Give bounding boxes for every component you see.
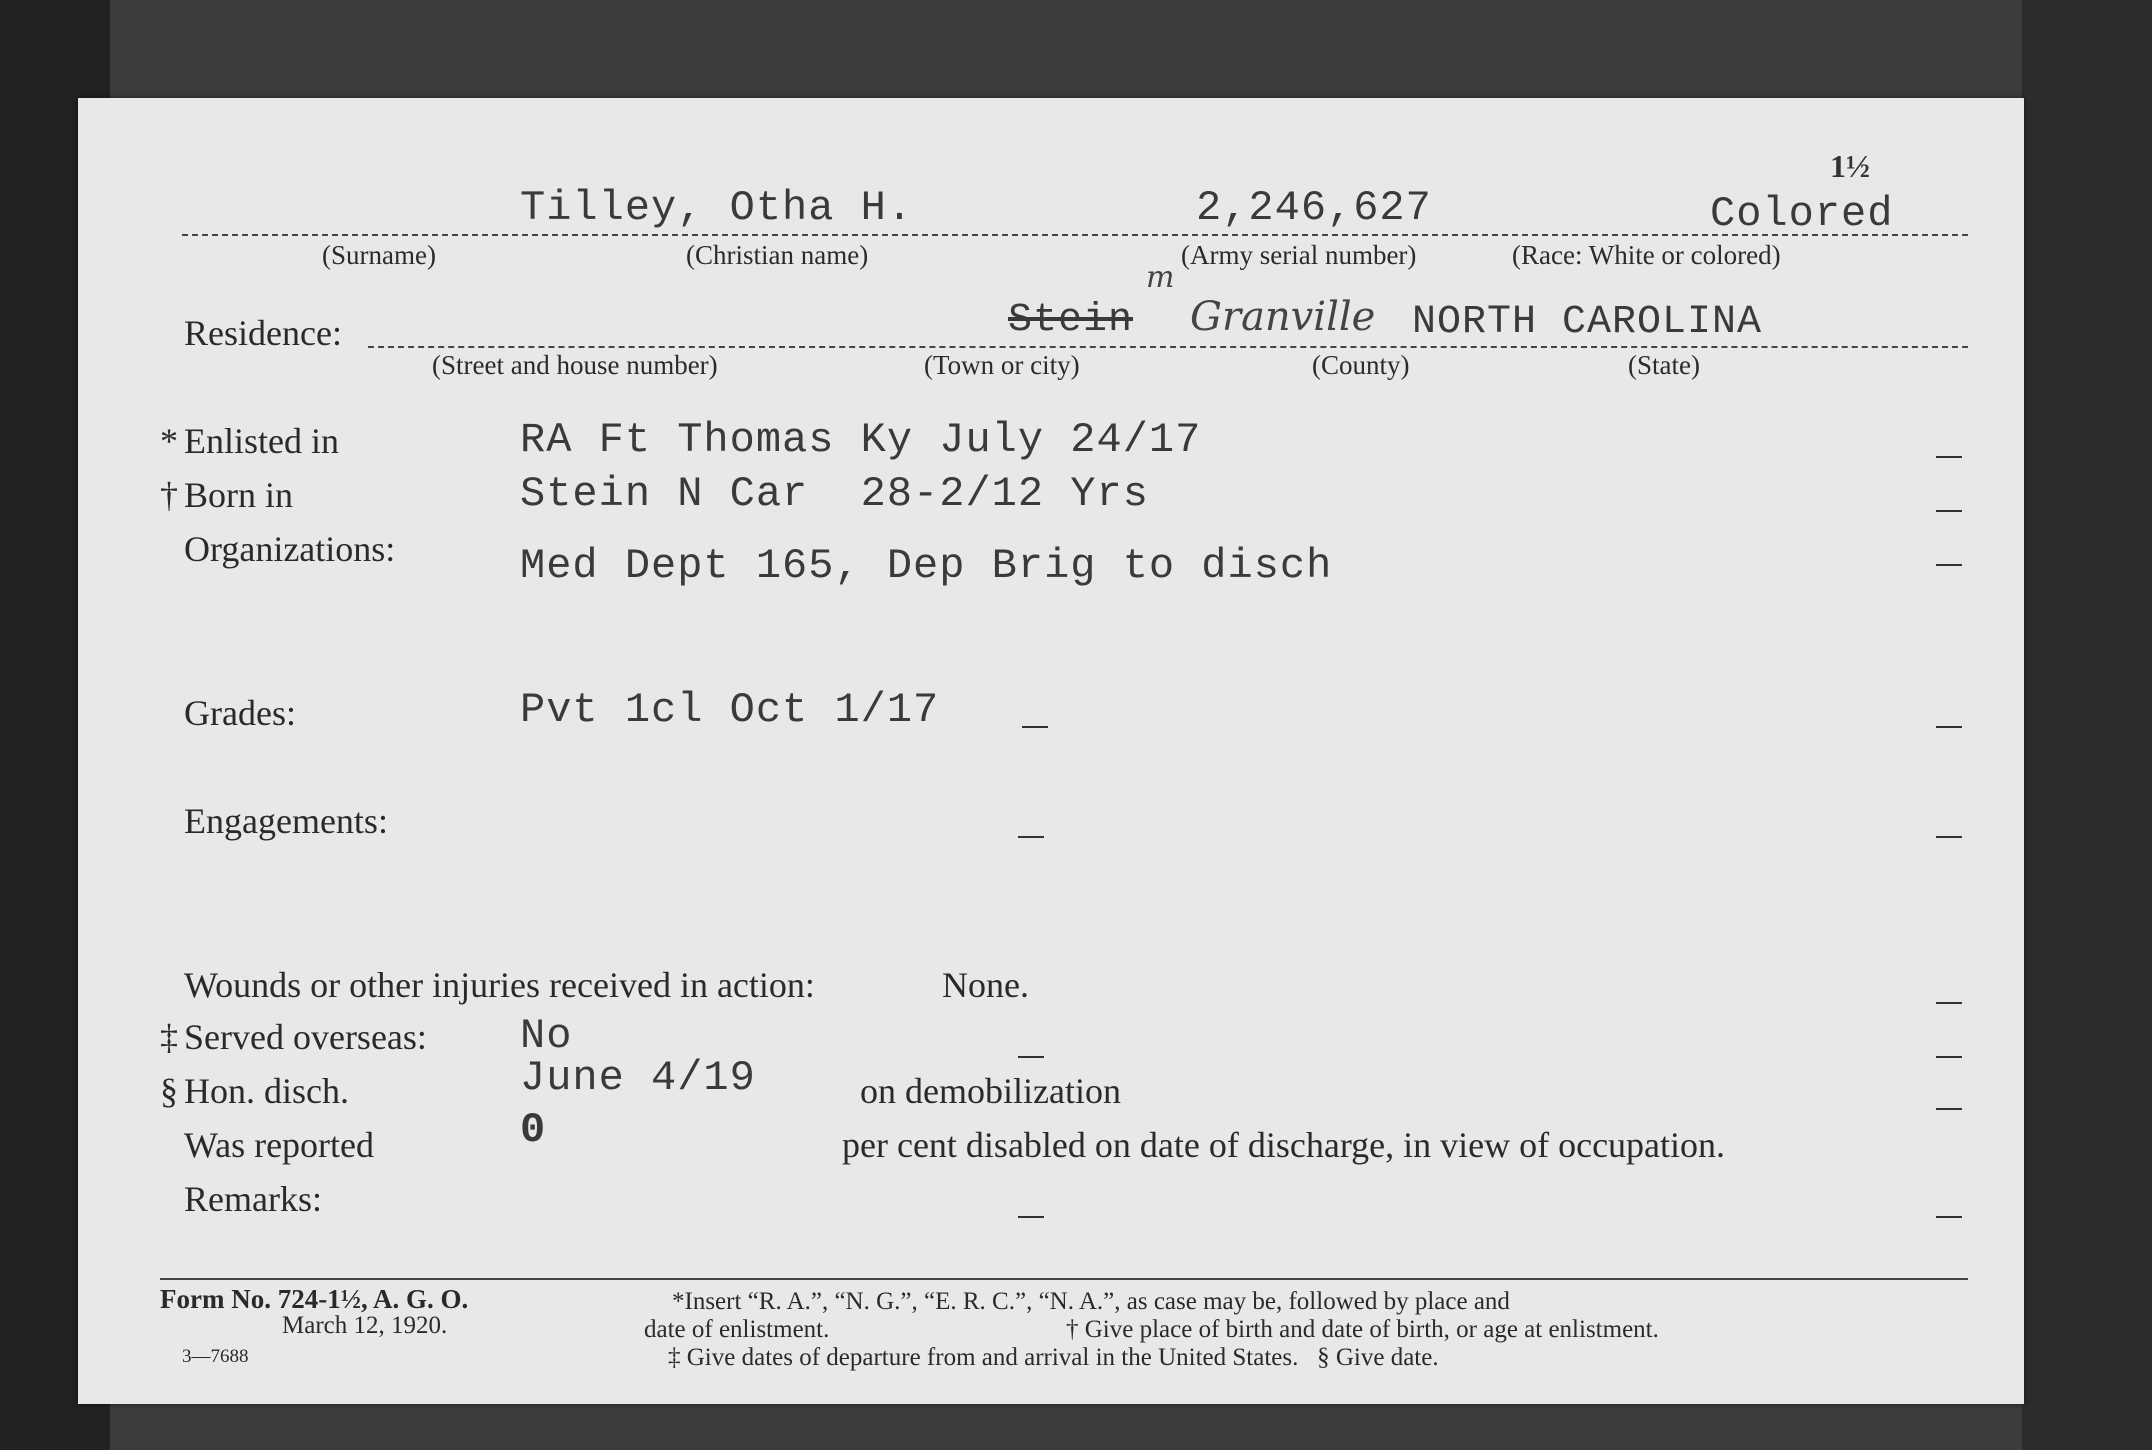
born-value: Stein N Car 28-2/12 Yrs — [520, 470, 1149, 518]
overseas-mark: ‡ — [160, 1017, 178, 1057]
caption-serial: (Army serial number) — [1181, 240, 1417, 270]
residence-dotted-line — [368, 346, 1968, 348]
enlisted-value: RA Ft Thomas Ky July 24/17 — [520, 416, 1202, 464]
caption-county: (County) — [1312, 350, 1410, 380]
footer-rule — [160, 1278, 1968, 1280]
enlisted-dash — [1936, 456, 1962, 458]
grades-label: Grades: — [184, 693, 296, 733]
footer-note-overseas: ‡ Give dates of departure from and arrival in the United States. § Give date. — [668, 1344, 1439, 1371]
discharge-label: Hon. disch. — [184, 1071, 349, 1111]
footer-note-insert: *Insert “R. A.”, “N. G.”, “E. R. C.”, “N. A.”, as case may be, followed by place and — [672, 1288, 1510, 1315]
footer-note-enlistment-date: date of enlistment. — [644, 1316, 830, 1343]
engagements-dash — [1936, 836, 1962, 838]
name-value: Tilley, Otha H. — [520, 184, 914, 232]
form-code: 3—7688 — [182, 1346, 249, 1367]
reported-suffix: per cent disabled on date of discharge, in view of occupation. — [842, 1125, 1726, 1165]
organizations-dash — [1936, 564, 1962, 566]
residence-state-value: NORTH CAROLINA — [1412, 300, 1763, 345]
form-date: March 12, 1920. — [282, 1312, 448, 1339]
grades-mid-dash — [1022, 726, 1048, 728]
organizations-label: Organizations: — [184, 529, 396, 569]
remarks-mid-dash — [1018, 1216, 1044, 1218]
organizations-value: Med Dept 165, Dep Brig to disch — [520, 542, 1333, 590]
reported-label: Was reported — [184, 1125, 375, 1165]
caption-street: (Street and house number) — [432, 350, 718, 380]
fraction-mark: 1½ — [1830, 148, 1870, 184]
residence-label: Residence: — [184, 313, 342, 353]
reported-value: 0 — [520, 1106, 547, 1154]
remarks-label: Remarks: — [184, 1179, 322, 1219]
residence-town-struck: Stein — [1008, 298, 1134, 343]
overseas-dash — [1936, 1056, 1962, 1058]
footer-note-birth: † Give place of birth and date of birth, or age at enlistment. — [1066, 1316, 1659, 1343]
discharge-value: June 4/19 — [520, 1054, 756, 1102]
caption-surname: (Surname) — [322, 240, 436, 270]
born-dash — [1936, 510, 1962, 512]
enlisted-label: Enlisted in — [184, 421, 339, 461]
race-value: Colored — [1710, 190, 1894, 238]
header-dotted-line — [182, 234, 1968, 236]
wounds-dash — [1936, 1002, 1962, 1004]
caption-state: (State) — [1628, 350, 1700, 380]
form-number: Form No. 724-1½, A. G. O. — [160, 1284, 469, 1314]
scan-background-right — [2022, 0, 2152, 1450]
serial-number-value: 2,246,627 — [1196, 184, 1432, 232]
overseas-label: Served overseas: — [184, 1017, 427, 1057]
remarks-dash — [1936, 1216, 1962, 1218]
grades-value: Pvt 1cl Oct 1/17 — [520, 686, 940, 734]
grades-dash — [1936, 726, 1962, 728]
overseas-mid-dash — [1018, 1056, 1044, 1058]
born-mark: † — [160, 475, 178, 515]
caption-race: (Race: White or colored) — [1512, 240, 1781, 270]
discharge-dash — [1936, 1108, 1962, 1110]
wounds-label: Wounds or other injuries received in action: — [184, 965, 815, 1005]
service-record-card — [78, 98, 2024, 1404]
caption-town: (Town or city) — [924, 350, 1080, 380]
engagements-mid-dash — [1018, 836, 1044, 838]
overseas-value: No — [520, 1012, 573, 1060]
enlisted-mark: * — [160, 421, 178, 461]
residence-town-insert: m — [1146, 260, 1175, 295]
residence-county-handwritten: Granville — [1190, 294, 1376, 340]
engagements-label: Engagements: — [184, 801, 388, 841]
discharge-suffix: on demobilization — [860, 1071, 1121, 1111]
wounds-value: None. — [942, 965, 1029, 1005]
discharge-mark: § — [160, 1071, 178, 1111]
caption-christian-name: (Christian name) — [686, 240, 869, 270]
born-label: Born in — [184, 475, 294, 515]
